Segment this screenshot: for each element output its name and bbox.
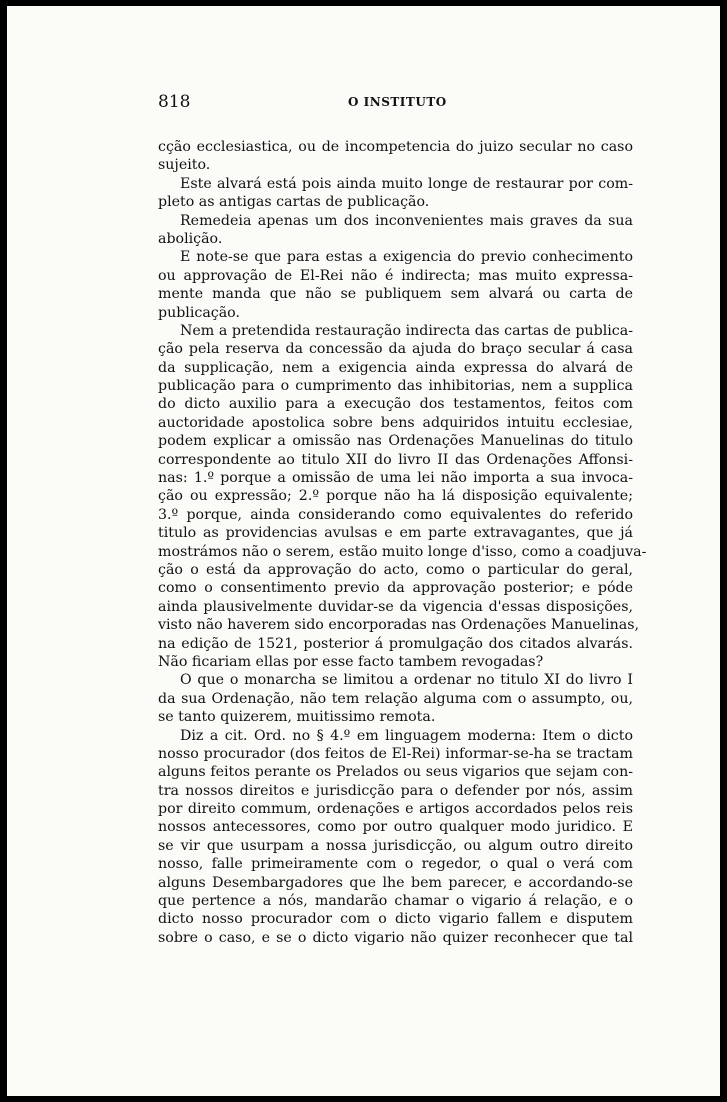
text-line: 3.º porque, ainda considerando como equivalentes do referido [158, 506, 633, 523]
page-header [158, 92, 633, 114]
text-line: na edição de 1521, posterior á promulgação dos citados alvarás. [158, 635, 633, 652]
text-line: abolição. [158, 230, 223, 247]
text-line: ou approvação de El-Rei não é indirecta; mas muito expressa- [158, 267, 633, 284]
text-line: ção o está da approvação do acto, como o particular do geral, [158, 561, 633, 578]
text-line: mente manda que não se publiquem sem alvará ou carta de [158, 286, 633, 303]
text-line: tra nossos direitos e jurisdicção para o defender por nós, assim [158, 782, 633, 799]
text-line: publicação. [158, 304, 240, 321]
text-line: sujeito. [158, 157, 211, 174]
text-line: Não ficariam ellas por esse facto tambem revogadas? [158, 653, 544, 670]
text-line: E note-se que para estas a exigencia do previo conhecimento [180, 249, 633, 266]
text-line: como o consentimento previo da approvação posterior; e póde [158, 580, 633, 597]
text-line: nas: 1.º porque a omissão de uma lei não importa a sua invoca- [158, 470, 633, 487]
text-line: ção ou expressão; 2.º porque não ha lá disposição equivalente; [158, 488, 633, 505]
text-line: alguns Desembargadores que lhe bem parecer, e accordando-se [158, 874, 633, 891]
page-number: 818 [158, 92, 191, 112]
text-line: nosso procurador (dos feitos de El-Rei) informar-se-ha se tractam [158, 745, 633, 762]
text-line: publicação para o cumprimento das inhibitorias, nem a supplica [158, 378, 633, 395]
text-line: que pertence a nós, mandarão chamar o vigario á relação, e o [158, 893, 633, 910]
text-line: Este alvará está pois ainda muito longe de restaurar por com- [180, 175, 633, 192]
text-line: dicto nosso procurador com o dicto vigario fallem e disputem [158, 911, 633, 928]
book-page [7, 6, 720, 1096]
running-title: O INSTITUTO [348, 95, 447, 109]
text-line: pleto as antigas cartas de publicação. [158, 194, 430, 211]
text-line: alguns feitos perante os Prelados ou seus vigarios que sejam con- [158, 764, 633, 781]
text-line: da sua Ordenação, não tem relação alguma com o assumpto, ou, [158, 690, 633, 707]
text-line: titulo as providencias avulsas e em parte extravagantes, que já [158, 525, 633, 542]
text-line: sobre o caso, e se o dicto vigario não quizer reconhecer que tal [158, 929, 633, 946]
text-line: ainda plausivelmente duvidar-se da vigencia d'essas disposições, [158, 598, 633, 615]
body-text [158, 138, 647, 947]
text-line: correspondente ao titulo XII do livro II das Ordenações Affonsi- [158, 451, 633, 468]
text-line: Diz a cit. Ord. no § 4.º em linguagem moderna: Item o dicto [180, 727, 633, 744]
text-line: se tanto quizerem, muitissimo remota. [158, 709, 436, 726]
text-line: da supplicação, nem a exigencia ainda expressa do alvará de [158, 359, 633, 376]
text-line: ção pela reserva da concessão da ajuda do braço secular á casa [158, 341, 633, 358]
text-line: nossos antecessores, como por outro qualquer modo juridico. E [158, 819, 633, 836]
text-line: auctoridade apostolica sobre bens adquiridos intuitu ecclesiae, [158, 414, 633, 431]
text-line: do dicto auxilio para a execução dos testamentos, feitos com [158, 396, 633, 413]
text-line: Remedeia apenas um dos inconvenientes mais graves da sua [180, 212, 633, 229]
text-line: cção ecclesiastica, ou de incompetencia do juizo secular no caso [158, 139, 633, 155]
text-line: nosso, falle primeiramente com o regedor, o qual o verá com [158, 856, 633, 873]
text-line: mostrámos não o serem, estão muito longe d'isso, como a coadjuva- [158, 543, 647, 560]
text-line: O que o monarcha se limitou a ordenar no titulo XI do livro I [180, 672, 633, 689]
text-line: se vir que usurpam a nossa jurisdicção, ou algum outro direito [158, 837, 633, 854]
text-line: podem explicar a omissão nas Ordenações Manuelinas do titulo [158, 433, 633, 450]
text-line: visto não haverem sido encorporadas nas Ordenações Manuelinas, [158, 617, 639, 634]
text-line: Nem a pretendida restauração indirecta das cartas de publica- [180, 322, 633, 339]
text-line: por direito commum, ordenações e artigos accordados pelos reis [158, 801, 633, 818]
